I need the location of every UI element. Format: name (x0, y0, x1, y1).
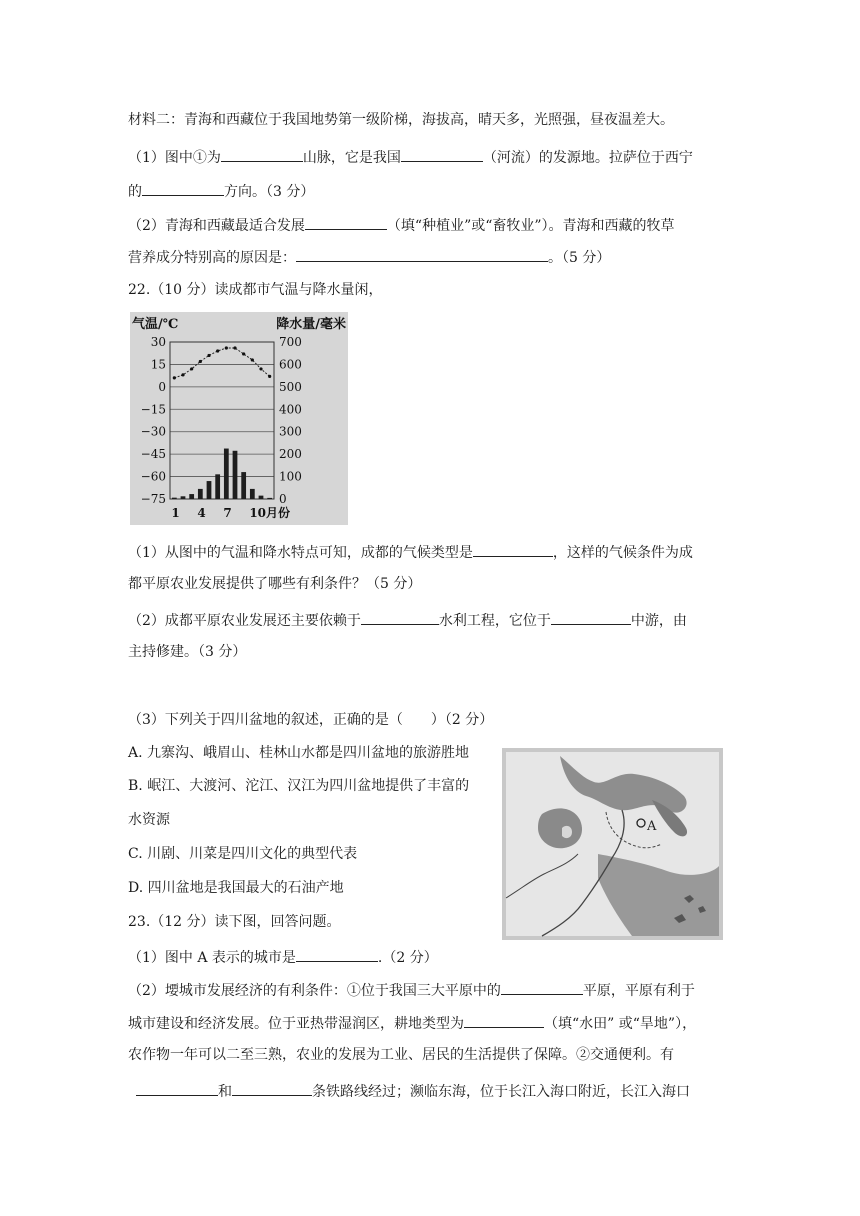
precipitation-bar (181, 496, 186, 499)
temperature-point (207, 354, 210, 357)
precipitation-bar (233, 451, 238, 499)
temperature-point (216, 349, 219, 352)
right-tick-label: 400 (279, 402, 302, 417)
q23-1-text-a: （1）图中 A 表示的城市是 (128, 950, 296, 966)
question-22-1 (128, 541, 693, 563)
answer-blank[interactable] (136, 1080, 218, 1096)
x-tick-label: 10月份 (249, 506, 291, 520)
temperature-point (181, 373, 184, 376)
question-23-2-cont3 (136, 1080, 690, 1102)
question-23-2-cont2: 农作物一年可以二至三熟，农业的发展为工业、居民的生活提供了保障。②交通便利。有 (128, 1047, 674, 1063)
x-tick-label: 4 (197, 506, 206, 520)
temperature-point (259, 367, 262, 370)
right-tick-label: 100 (279, 469, 302, 484)
q22-2-text-c: 中游，由 (630, 613, 687, 629)
left-tick-label: 15 (150, 357, 166, 372)
temperature-point (199, 360, 202, 363)
left-tick-label: 0 (158, 379, 166, 394)
q23-2-text-g: 条铁路线经过；濒临东海，位于长江入海口附近，长江入海口 (312, 1084, 690, 1100)
precipitation-bar (172, 498, 177, 499)
q22-1-text-b: ，这样的气候条件为成 (552, 545, 693, 561)
precipitation-bar (198, 489, 203, 499)
left-tick-label: 30 (150, 335, 166, 349)
answer-blank[interactable] (551, 609, 631, 625)
question-21-2 (128, 214, 675, 236)
answer-blank[interactable] (296, 946, 378, 962)
question-21-1 (128, 146, 693, 168)
q22-1-text-a: （1）从图中的气温和降水特点可知，成都的气候类型是 (128, 545, 473, 561)
answer-blank[interactable] (296, 246, 548, 262)
q21-1-text-d: 的 (128, 184, 142, 200)
left-axis-label: 气温/℃ (132, 317, 179, 332)
answer-blank[interactable] (501, 979, 583, 995)
option-a[interactable]: A. 九寨沟、峨眉山、桂林山水都是四川盆地的旅游胜地 (128, 745, 470, 761)
precipitation-bar (215, 474, 220, 499)
q21-2-text-d: 。（5 分） (548, 250, 611, 266)
answer-blank[interactable] (361, 609, 439, 625)
question-22-2-cont: 主持修建。（3 分） (128, 644, 247, 660)
answer-blank[interactable] (473, 541, 553, 557)
question-22-2 (128, 609, 687, 631)
question-22-3: （3）下列关于四川盆地的叙述，正确的是（ ）（2 分） (128, 712, 494, 728)
q21-1-text-b: 山脉，它是我国 (302, 150, 401, 166)
answer-blank[interactable] (464, 1012, 544, 1028)
q23-2-text-b: 平原，平原有利于 (582, 983, 695, 999)
option-b-cont: 水资源 (128, 812, 170, 828)
option-d[interactable]: D. 四川盆地是我国最大的石油产地 (128, 880, 344, 896)
x-tick-label: 1 (171, 506, 180, 520)
q21-1-text-e: 方向。（3 分） (224, 184, 315, 200)
precipitation-bar (207, 481, 212, 499)
right-tick-label: 200 (279, 447, 302, 462)
option-b[interactable]: B. 岷江、大渡河、沱江、汉江为四川盆地提供了丰富的 (128, 778, 470, 794)
left-tick-label: −60 (140, 469, 166, 484)
q21-1-text-c: （河流）的发源地。拉萨位于西宁 (482, 150, 693, 166)
question-21-1-cont (128, 180, 314, 202)
temperature-point (242, 352, 245, 355)
left-tick-label: −45 (140, 447, 166, 462)
q23-2-text-c: 城市建设和经济发展。位于亚热带湿润区，耕地类型为 (128, 1016, 464, 1032)
right-tick-label: 300 (279, 424, 302, 439)
q22-2-text-b: 水利工程，它位于 (438, 613, 551, 629)
right-tick-label: 0 (279, 492, 287, 506)
left-tick-label: −30 (140, 424, 166, 439)
x-tick-label: 7 (223, 506, 232, 520)
precipitation-bar (259, 496, 264, 499)
q21-2-text-a: （2）青海和西藏最适合发展 (128, 218, 305, 234)
temperature-point (251, 358, 254, 361)
right-axis-label: 降水量/毫米 (276, 317, 346, 332)
city-a-label: A (647, 819, 657, 834)
question-23-title: 23.（12 分）读下图，回答问题。 (128, 914, 341, 930)
climate-chart (130, 312, 348, 525)
temperature-point (225, 346, 228, 349)
precipitation-bar (189, 494, 194, 499)
q21-2-text-c: 营养成分特别高的原因是： (128, 250, 296, 266)
q21-1-text-a: （1）图中①为 (128, 150, 221, 166)
precipitation-bar (267, 498, 272, 499)
temperature-point (268, 375, 271, 378)
question-23-2-cont1 (128, 1012, 696, 1034)
lake-island (562, 826, 572, 838)
precipitation-bar (241, 472, 246, 499)
question-22-1-cont: 都平原农业发展提供了哪些有利条件？（5 分） (128, 576, 422, 592)
answer-blank[interactable] (221, 146, 303, 162)
answer-blank[interactable] (305, 214, 387, 230)
precipitation-bar (250, 489, 255, 499)
question-23-2 (128, 979, 695, 1001)
precipitation-bar (224, 449, 229, 499)
question-21-2-cont (128, 246, 610, 268)
question-23-1 (128, 946, 438, 968)
q22-2-text-a: （2）成都平原农业发展还主要依赖于 (128, 613, 361, 629)
q23-2-text-a: （2）㙘城市发展经济的有利条件：①位于我国三大平原中的 (128, 983, 501, 999)
answer-blank[interactable] (232, 1080, 312, 1096)
q23-2-text-d: （填“水田” 或“旱地”）， (544, 1016, 697, 1032)
option-c[interactable]: C. 川剧、川菜是四川文化的典型代表 (128, 846, 358, 862)
right-tick-label: 500 (279, 379, 302, 394)
material-2-text: 材料二：青海和西藏位于我国地势第一级阶梯，海拔高，晴天多，光照强，昼夜温差大。 (128, 112, 674, 128)
q23-1-text-b: .（2 分） (377, 950, 438, 966)
right-tick-label: 600 (279, 357, 302, 372)
shanghai-map (502, 748, 723, 940)
left-tick-label: −15 (140, 402, 166, 417)
lake-taihu (538, 808, 582, 848)
answer-blank[interactable] (401, 146, 483, 162)
temperature-point (190, 367, 193, 370)
q23-2-text-f: 和 (218, 1084, 232, 1100)
question-22-title: 22.（10 分）读成都市气温与降水量闲， (128, 282, 383, 298)
temperature-point (173, 376, 176, 379)
right-tick-label: 700 (279, 335, 302, 349)
answer-blank[interactable] (142, 180, 224, 196)
q21-2-text-b: （填“种植业”或“畜牧业”）。青海和西藏的牧草 (386, 218, 675, 234)
left-tick-label: −75 (140, 492, 166, 506)
temperature-point (233, 346, 236, 349)
